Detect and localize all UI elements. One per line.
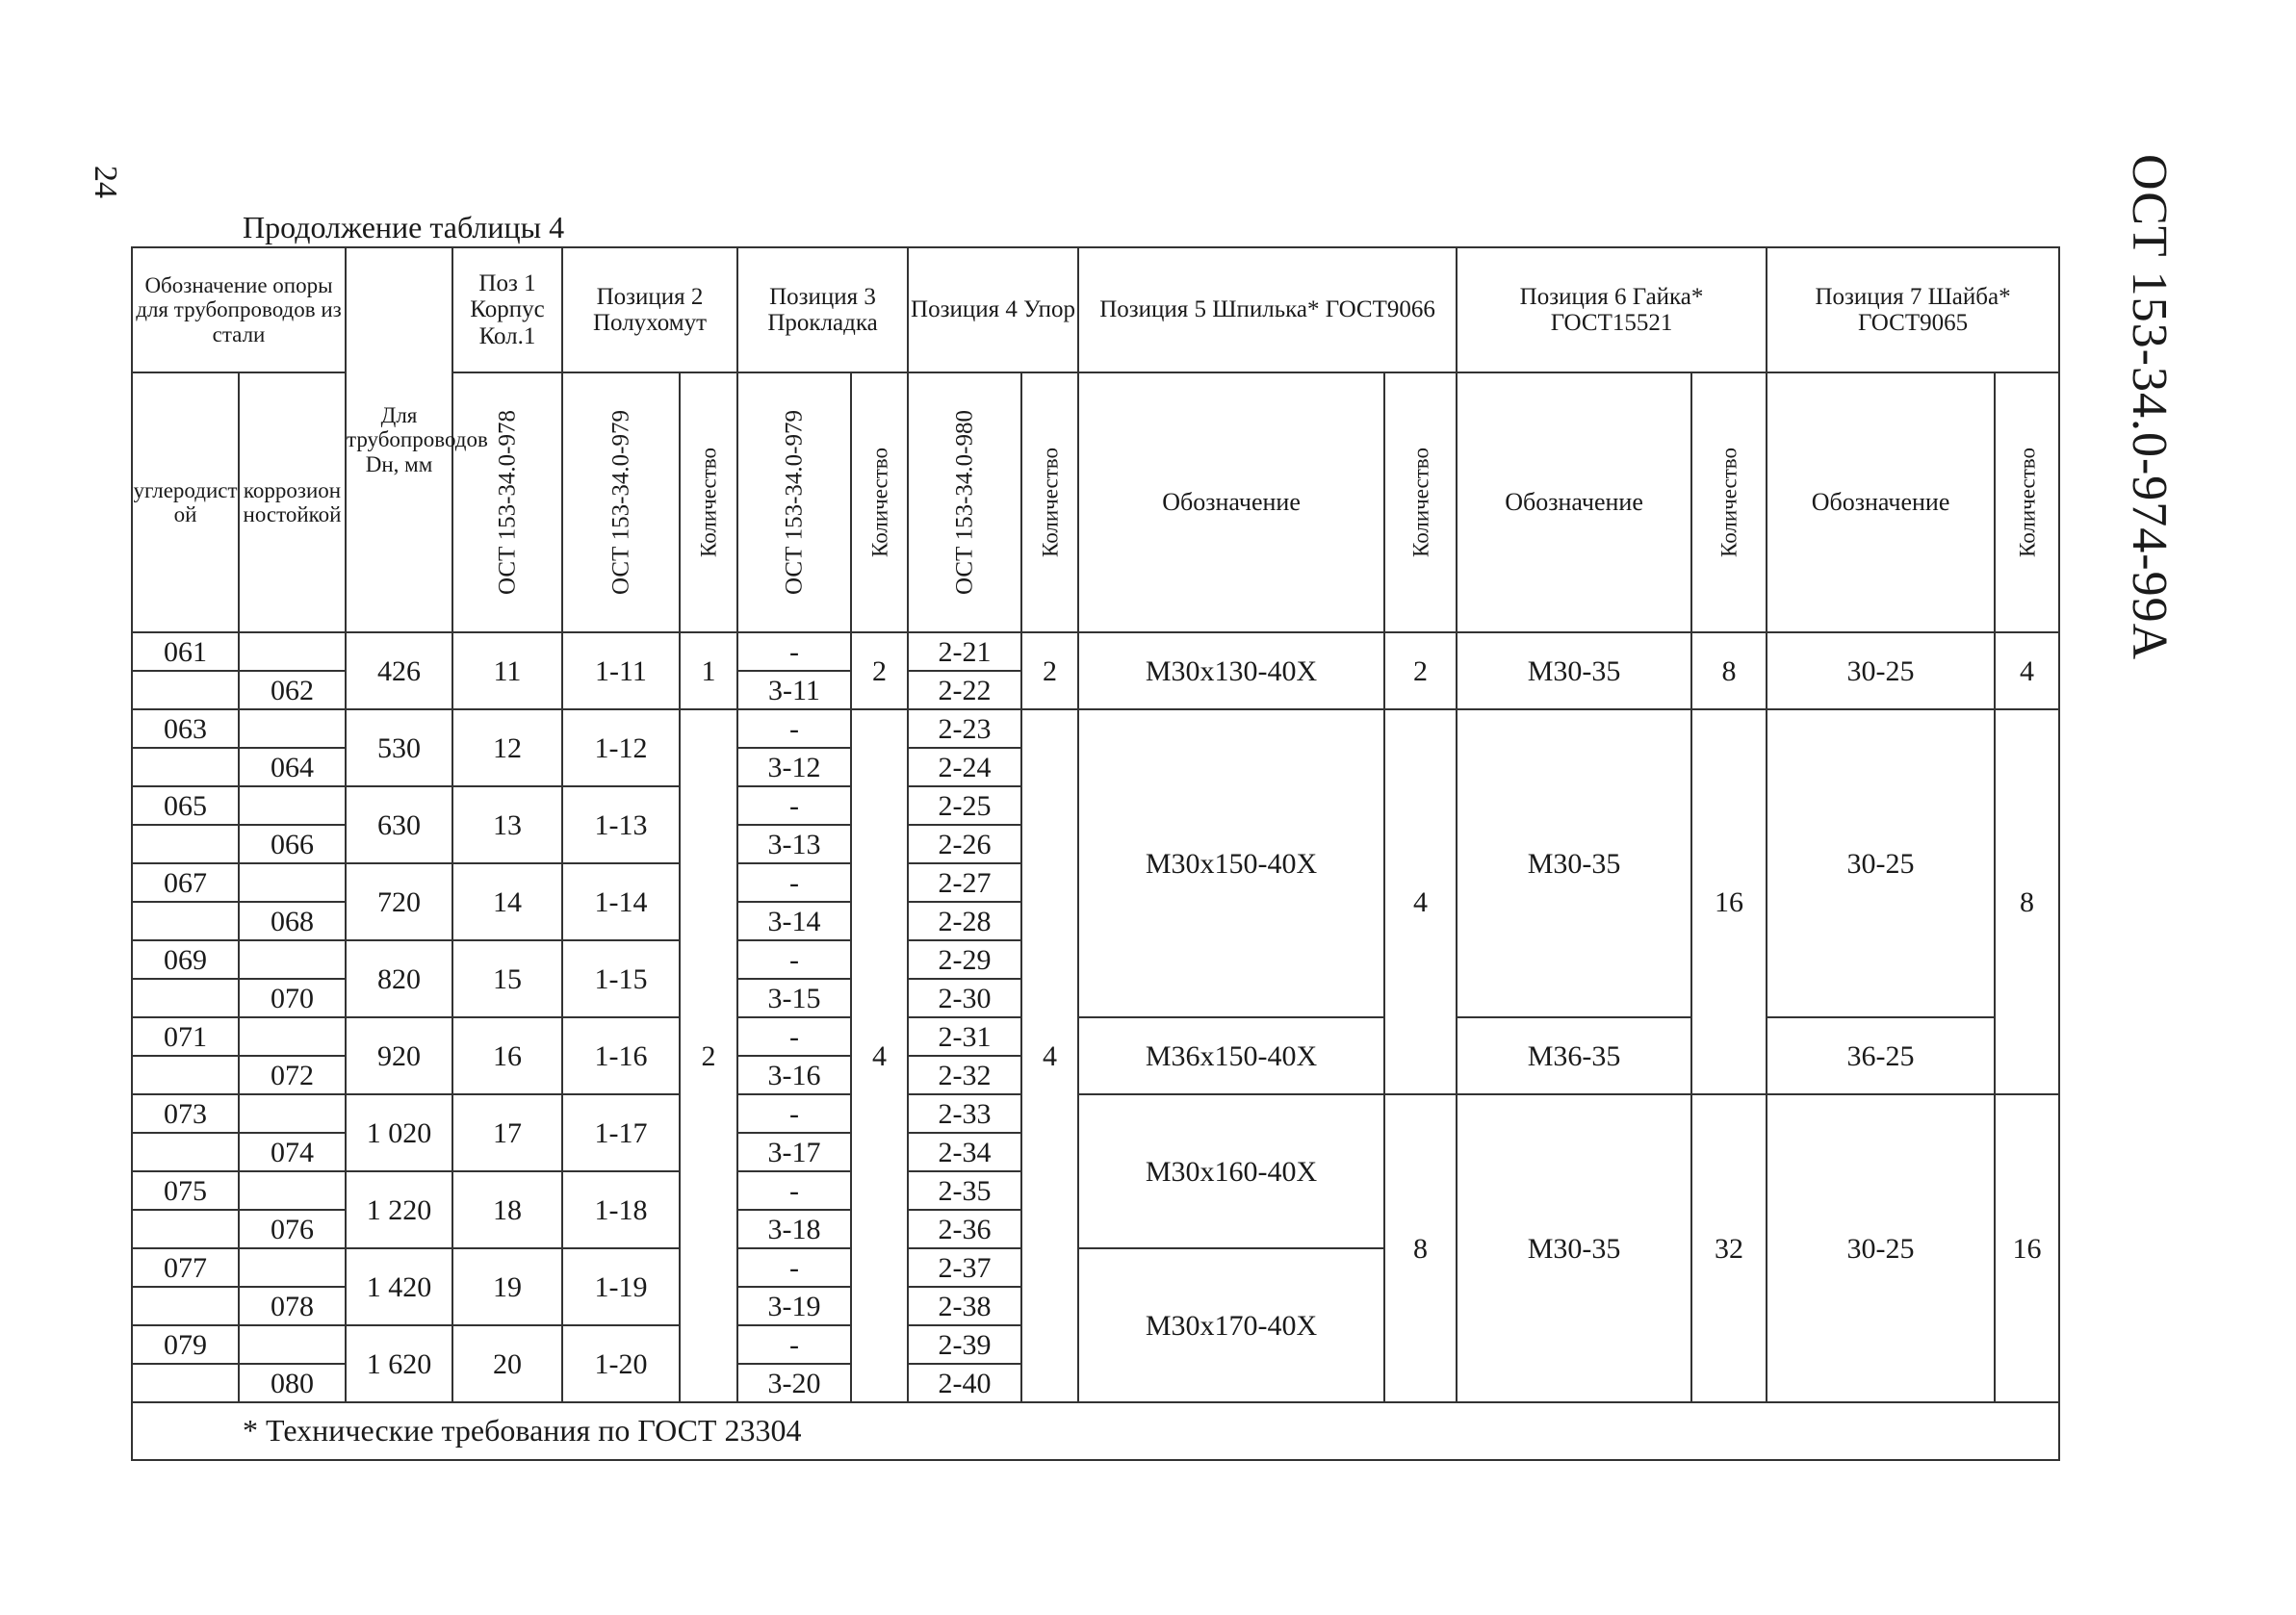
- pos3-designation: -: [737, 863, 851, 902]
- pos7-designation: 30-25: [1767, 1094, 1995, 1402]
- corrosion-code-blank: [239, 863, 346, 902]
- pos5-designation: М30х170-40Х: [1078, 1248, 1384, 1402]
- header-pos3-std: ОСТ 153-34.0-979: [781, 410, 808, 595]
- pipe-diameter: 1 220: [346, 1171, 452, 1248]
- pos4-designation: 2-24: [908, 748, 1021, 786]
- pos6-designation: М36-35: [1457, 1017, 1691, 1094]
- header-pos7: Позиция 7 Шайба* ГОСТ9065: [1767, 247, 2059, 372]
- corrosion-code: 066: [239, 825, 346, 863]
- pos5-designation: М36х150-40Х: [1078, 1017, 1384, 1094]
- pos2-designation: 1-12: [562, 709, 680, 786]
- corrosion-code-blank: [239, 632, 346, 671]
- pos1-value: 16: [452, 1017, 562, 1094]
- corrosion-code-blank: [239, 1017, 346, 1056]
- corrosion-code: 068: [239, 902, 346, 940]
- pos4-designation: 2-27: [908, 863, 1021, 902]
- header-diameter: Для трубопроводов Dн, мм: [346, 247, 452, 632]
- pos2-quantity: 2: [680, 709, 737, 1402]
- pos3-designation: 3-12: [737, 748, 851, 786]
- pos3-quantity: 2: [851, 632, 908, 709]
- corrosion-code-blank: [239, 940, 346, 979]
- pipe-diameter: 1 620: [346, 1325, 452, 1402]
- pos2-designation: 1-11: [562, 632, 680, 709]
- pos3-designation: -: [737, 632, 851, 671]
- pos1-value: 12: [452, 709, 562, 786]
- pos4-designation: 2-39: [908, 1325, 1021, 1364]
- pos6-quantity: 32: [1691, 1094, 1767, 1402]
- pos5-designation: М30х150-40Х: [1078, 709, 1384, 1017]
- pos6-designation: М30-35: [1457, 1094, 1691, 1402]
- pos1-value: 17: [452, 1094, 562, 1171]
- pos4-designation: 2-29: [908, 940, 1021, 979]
- corrosion-code: 072: [239, 1056, 346, 1094]
- header-pos6-designation: Обозначение: [1457, 372, 1691, 632]
- corrosion-code: 070: [239, 979, 346, 1017]
- carbon-code-blank: [132, 1210, 239, 1248]
- carbon-code-blank: [132, 902, 239, 940]
- header-pos3-qty: Количество: [866, 448, 891, 557]
- pos4-designation: 2-38: [908, 1287, 1021, 1325]
- pipe-diameter: 426: [346, 632, 452, 709]
- pos3-designation: -: [737, 1171, 851, 1210]
- pos2-designation: 1-15: [562, 940, 680, 1017]
- header-pos6: Позиция 6 Гайка* ГОСТ15521: [1457, 247, 1767, 372]
- header-pos5-designation: Обозначение: [1078, 372, 1384, 632]
- pos3-designation: -: [737, 1248, 851, 1287]
- spec-table: [131, 246, 2060, 1461]
- corrosion-code: 080: [239, 1364, 346, 1402]
- pos3-designation: 3-13: [737, 825, 851, 863]
- pos1-value: 20: [452, 1325, 562, 1402]
- carbon-code: 065: [132, 786, 239, 825]
- pos5-quantity: 2: [1384, 632, 1457, 709]
- corrosion-code-blank: [239, 1325, 346, 1364]
- pos3-designation: 3-18: [737, 1210, 851, 1248]
- pipe-diameter: 1 420: [346, 1248, 452, 1325]
- pos3-designation: -: [737, 940, 851, 979]
- pos1-value: 15: [452, 940, 562, 1017]
- pos1-value: 14: [452, 863, 562, 940]
- pos2-designation: 1-17: [562, 1094, 680, 1171]
- pos7-designation: 30-25: [1767, 632, 1995, 709]
- header-pos1: Поз 1 Корпус Кол.1: [452, 247, 562, 372]
- pos7-designation: 30-25: [1767, 709, 1995, 1017]
- carbon-code: 075: [132, 1171, 239, 1210]
- pos7-quantity: 8: [1995, 709, 2059, 1094]
- pos2-designation: 1-20: [562, 1325, 680, 1402]
- header-carbon: углеродистой: [132, 372, 239, 632]
- pos2-designation: 1-16: [562, 1017, 680, 1094]
- pos3-designation: 3-19: [737, 1287, 851, 1325]
- pos5-designation: М30х130-40Х: [1078, 632, 1384, 709]
- pos5-designation: М30х160-40Х: [1078, 1094, 1384, 1248]
- pos4-designation: 2-21: [908, 632, 1021, 671]
- pos5-quantity: 4: [1384, 709, 1457, 1094]
- pos4-designation: 2-40: [908, 1364, 1021, 1402]
- pos3-designation: -: [737, 1325, 851, 1364]
- pipe-diameter: 720: [346, 863, 452, 940]
- pipe-diameter: 820: [346, 940, 452, 1017]
- corrosion-code: 062: [239, 671, 346, 709]
- pos3-designation: 3-14: [737, 902, 851, 940]
- pos4-designation: 2-34: [908, 1133, 1021, 1171]
- pos4-designation: 2-32: [908, 1056, 1021, 1094]
- carbon-code-blank: [132, 979, 239, 1017]
- header-pos4-qty: Количество: [1037, 448, 1062, 557]
- header-pos1-std: ОСТ 153-34.0-978: [494, 410, 521, 595]
- pos2-quantity: 1: [680, 632, 737, 709]
- pos6-quantity: 8: [1691, 632, 1767, 709]
- pipe-diameter: 920: [346, 1017, 452, 1094]
- carbon-code: 067: [132, 863, 239, 902]
- pos2-designation: 1-13: [562, 786, 680, 863]
- pos4-designation: 2-25: [908, 786, 1021, 825]
- header-pos4-std: ОСТ 153-34.0-980: [951, 410, 978, 595]
- pos3-quantity: 4: [851, 709, 908, 1402]
- carbon-code-blank: [132, 748, 239, 786]
- pos7-quantity: 4: [1995, 632, 2059, 709]
- pipe-diameter: 1 020: [346, 1094, 452, 1171]
- pos3-designation: 3-15: [737, 979, 851, 1017]
- corrosion-code-blank: [239, 709, 346, 748]
- pos4-designation: 2-36: [908, 1210, 1021, 1248]
- pos3-designation: -: [737, 1017, 851, 1056]
- header-designation-group: Обозначение опоры для трубопроводов из стали: [132, 247, 346, 372]
- header-pos2: Позиция 2 Полухомут: [562, 247, 737, 372]
- pos4-designation: 2-22: [908, 671, 1021, 709]
- corrosion-code-blank: [239, 1248, 346, 1287]
- pos3-designation: 3-20: [737, 1364, 851, 1402]
- corrosion-code-blank: [239, 786, 346, 825]
- pos4-designation: 2-33: [908, 1094, 1021, 1133]
- pos1-value: 13: [452, 786, 562, 863]
- carbon-code: 061: [132, 632, 239, 671]
- corrosion-code: 064: [239, 748, 346, 786]
- document-code: ОСТ 153-34.0-974-99А: [2122, 154, 2177, 661]
- pos1-value: 19: [452, 1248, 562, 1325]
- carbon-code: 069: [132, 940, 239, 979]
- pos2-designation: 1-18: [562, 1171, 680, 1248]
- header-pos4: Позиция 4 Упор: [908, 247, 1078, 372]
- carbon-code-blank: [132, 1364, 239, 1402]
- corrosion-code: 074: [239, 1133, 346, 1171]
- header-pos5-qty: Количество: [1407, 448, 1432, 557]
- pos4-quantity: 4: [1021, 709, 1078, 1402]
- header-pos2-std: ОСТ 153-34.0-979: [607, 410, 634, 595]
- pipe-diameter: 630: [346, 786, 452, 863]
- carbon-code: 073: [132, 1094, 239, 1133]
- pos4-designation: 2-30: [908, 979, 1021, 1017]
- footnote: * Технические требования по ГОСТ 23304: [132, 1402, 2059, 1460]
- pos4-designation: 2-31: [908, 1017, 1021, 1056]
- carbon-code: 077: [132, 1248, 239, 1287]
- header-pos6-qty: Количество: [1716, 448, 1741, 557]
- header-corrosion: коррозионностойкой: [239, 372, 346, 632]
- pos3-designation: -: [737, 786, 851, 825]
- pos4-designation: 2-23: [908, 709, 1021, 748]
- pos3-designation: 3-17: [737, 1133, 851, 1171]
- pos1-value: 11: [452, 632, 562, 709]
- page-number: 24: [88, 166, 123, 198]
- pos7-designation: 36-25: [1767, 1017, 1995, 1094]
- carbon-code-blank: [132, 1133, 239, 1171]
- pos1-value: 18: [452, 1171, 562, 1248]
- corrosion-code-blank: [239, 1171, 346, 1210]
- carbon-code: 063: [132, 709, 239, 748]
- pos7-quantity: 16: [1995, 1094, 2059, 1402]
- header-pos3: Позиция 3 Прокладка: [737, 247, 908, 372]
- pos5-quantity: 8: [1384, 1094, 1457, 1402]
- carbon-code-blank: [132, 825, 239, 863]
- carbon-code-blank: [132, 671, 239, 709]
- corrosion-code: 078: [239, 1287, 346, 1325]
- pos2-designation: 1-19: [562, 1248, 680, 1325]
- carbon-code: 071: [132, 1017, 239, 1056]
- pos4-designation: 2-28: [908, 902, 1021, 940]
- pos4-quantity: 2: [1021, 632, 1078, 709]
- table-caption: Продолжение таблицы 4: [243, 210, 565, 244]
- header-pos5: Позиция 5 Шпилька* ГОСТ9066: [1078, 247, 1457, 372]
- pos3-designation: 3-11: [737, 671, 851, 709]
- pos3-designation: -: [737, 709, 851, 748]
- pos4-designation: 2-37: [908, 1248, 1021, 1287]
- pos4-designation: 2-26: [908, 825, 1021, 863]
- pos6-designation: М30-35: [1457, 632, 1691, 709]
- corrosion-code: 076: [239, 1210, 346, 1248]
- header-pos7-designation: Обозначение: [1767, 372, 1995, 632]
- corrosion-code-blank: [239, 1094, 346, 1133]
- carbon-code-blank: [132, 1287, 239, 1325]
- header-pos7-qty: Количество: [2014, 448, 2039, 557]
- pos6-designation: М30-35: [1457, 709, 1691, 1017]
- pos4-designation: 2-35: [908, 1171, 1021, 1210]
- pos3-designation: -: [737, 1094, 851, 1133]
- pos3-designation: 3-16: [737, 1056, 851, 1094]
- carbon-code-blank: [132, 1056, 239, 1094]
- pos6-quantity: 16: [1691, 709, 1767, 1094]
- carbon-code: 079: [132, 1325, 239, 1364]
- header-pos2-qty: Количество: [696, 448, 721, 557]
- pipe-diameter: 530: [346, 709, 452, 786]
- pos2-designation: 1-14: [562, 863, 680, 940]
